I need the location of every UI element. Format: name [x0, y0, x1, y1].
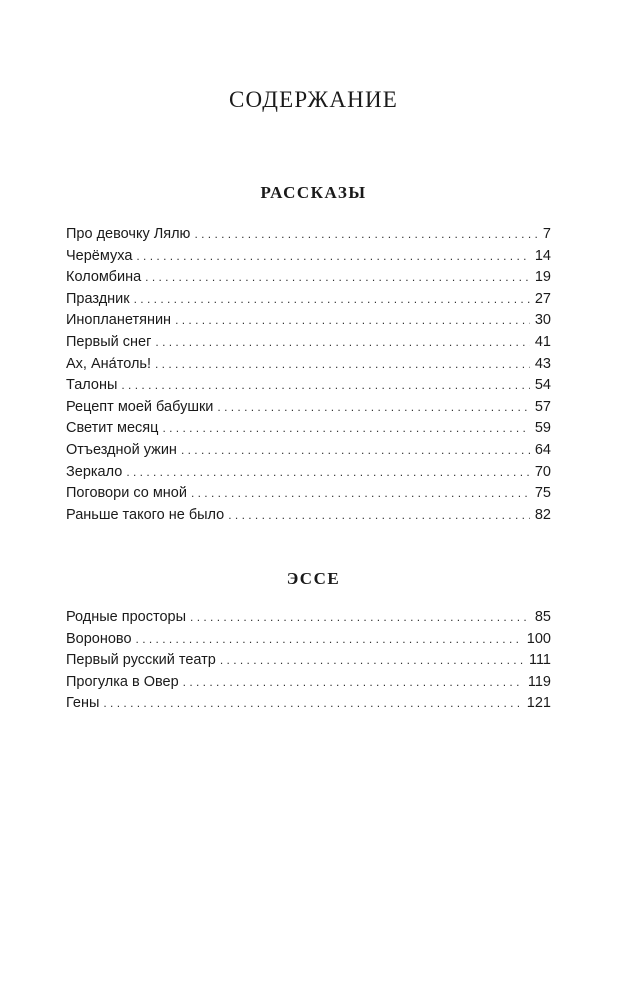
dot-leader	[194, 227, 537, 241]
dot-leader	[183, 675, 523, 689]
toc-entry-page-number: 100	[526, 630, 551, 647]
toc-entry-title: Родные просторы	[66, 609, 187, 625]
toc-entry-title: Поговори со мной	[66, 485, 187, 502]
dot-leader	[191, 486, 530, 500]
dot-leader	[126, 465, 530, 479]
toc-entry-title: Талоны	[66, 377, 118, 394]
toc-entry-page-number: 14	[534, 247, 551, 264]
dot-leader	[190, 610, 530, 624]
dot-leader	[145, 270, 530, 284]
toc-entry	[66, 464, 551, 486]
page-title: СОДЕРЖАНИЕ	[228, 87, 398, 113]
toc-entry	[66, 248, 551, 270]
toc-entry	[66, 334, 551, 356]
toc-entry	[66, 420, 551, 442]
toc-entry-title: Праздник	[66, 290, 130, 307]
toc-entry	[66, 609, 551, 631]
toc-entry	[66, 631, 551, 653]
toc-entry	[66, 291, 551, 313]
toc-list-essays	[66, 609, 551, 717]
toc-entry-title: Ах, Ана́толь!	[66, 355, 151, 372]
toc-entry-page-number: 57	[534, 398, 551, 415]
toc-entry-page-number: 85	[534, 609, 551, 625]
toc-entry-title: Светит месяц	[66, 420, 159, 437]
dot-leader	[175, 313, 530, 327]
toc-entry-title: Про девочку Лялю	[66, 226, 191, 242]
dot-leader	[155, 357, 530, 371]
toc-entry-page-number: 7	[542, 226, 551, 242]
toc-entry-title: Первый русский театр	[66, 652, 216, 669]
toc-entry-page-number: 70	[534, 463, 551, 480]
toc-entry-title: Первый снег	[66, 333, 152, 350]
dot-leader	[228, 508, 530, 522]
toc-entry-page-number: 121	[526, 695, 551, 712]
toc-entry-title: Прогулка в Овер	[66, 673, 179, 690]
toc-entry-title: Черёмуха	[66, 247, 133, 264]
toc-entry-title: Инопланетянин	[66, 312, 172, 329]
dot-leader	[155, 335, 529, 349]
dot-leader	[121, 378, 529, 392]
toc-entry-title: Отъездной ужин	[66, 441, 177, 458]
toc-entry-page-number: 64	[534, 441, 551, 458]
toc-entry	[66, 442, 551, 464]
toc-entry-page-number: 82	[534, 506, 551, 523]
toc-entry-page-number: 41	[534, 333, 551, 350]
toc-entry-title: Зеркало	[66, 463, 123, 480]
toc-entry-page-number: 54	[534, 377, 551, 394]
toc-entry-page-number: 59	[534, 420, 551, 437]
dot-leader	[136, 632, 522, 646]
toc-entry	[66, 507, 551, 529]
toc-entry-title: Раньше такого не было	[66, 506, 225, 523]
toc-entry-page-number: 27	[534, 290, 551, 307]
toc-entry	[66, 652, 551, 674]
toc-entry	[66, 269, 551, 291]
dot-leader	[136, 249, 529, 263]
toc-entry-title: Коломбина	[66, 269, 142, 286]
toc-entry-page-number: 119	[527, 673, 551, 690]
toc-entry	[66, 485, 551, 507]
dot-leader	[134, 292, 530, 306]
toc-entry-page-number: 111	[528, 652, 551, 669]
toc-entry-page-number: 75	[534, 485, 551, 502]
toc-entry	[66, 312, 551, 334]
dot-leader	[181, 443, 530, 457]
toc-entry-page-number: 19	[534, 269, 551, 286]
dot-leader	[217, 400, 529, 414]
toc-entry	[66, 356, 551, 378]
toc-entry-page-number: 30	[534, 312, 551, 329]
toc-entry	[66, 399, 551, 421]
dot-leader	[103, 696, 521, 710]
toc-entry-title: Гены	[66, 695, 100, 712]
toc-entry	[66, 695, 551, 717]
section-title-essays: ЭССЕ	[286, 569, 341, 588]
toc-list-stories	[66, 226, 551, 528]
toc-entry-title: Вороново	[66, 630, 132, 647]
toc-entry-page-number: 43	[534, 355, 551, 372]
toc-entry	[66, 226, 551, 248]
toc-entry	[66, 377, 551, 399]
dot-leader	[220, 653, 524, 667]
toc-entry-title: Рецепт моей бабушки	[66, 398, 214, 415]
section-title-stories: РАССКАЗЫ	[260, 183, 367, 202]
toc-entry	[66, 674, 551, 696]
dot-leader	[162, 421, 529, 435]
